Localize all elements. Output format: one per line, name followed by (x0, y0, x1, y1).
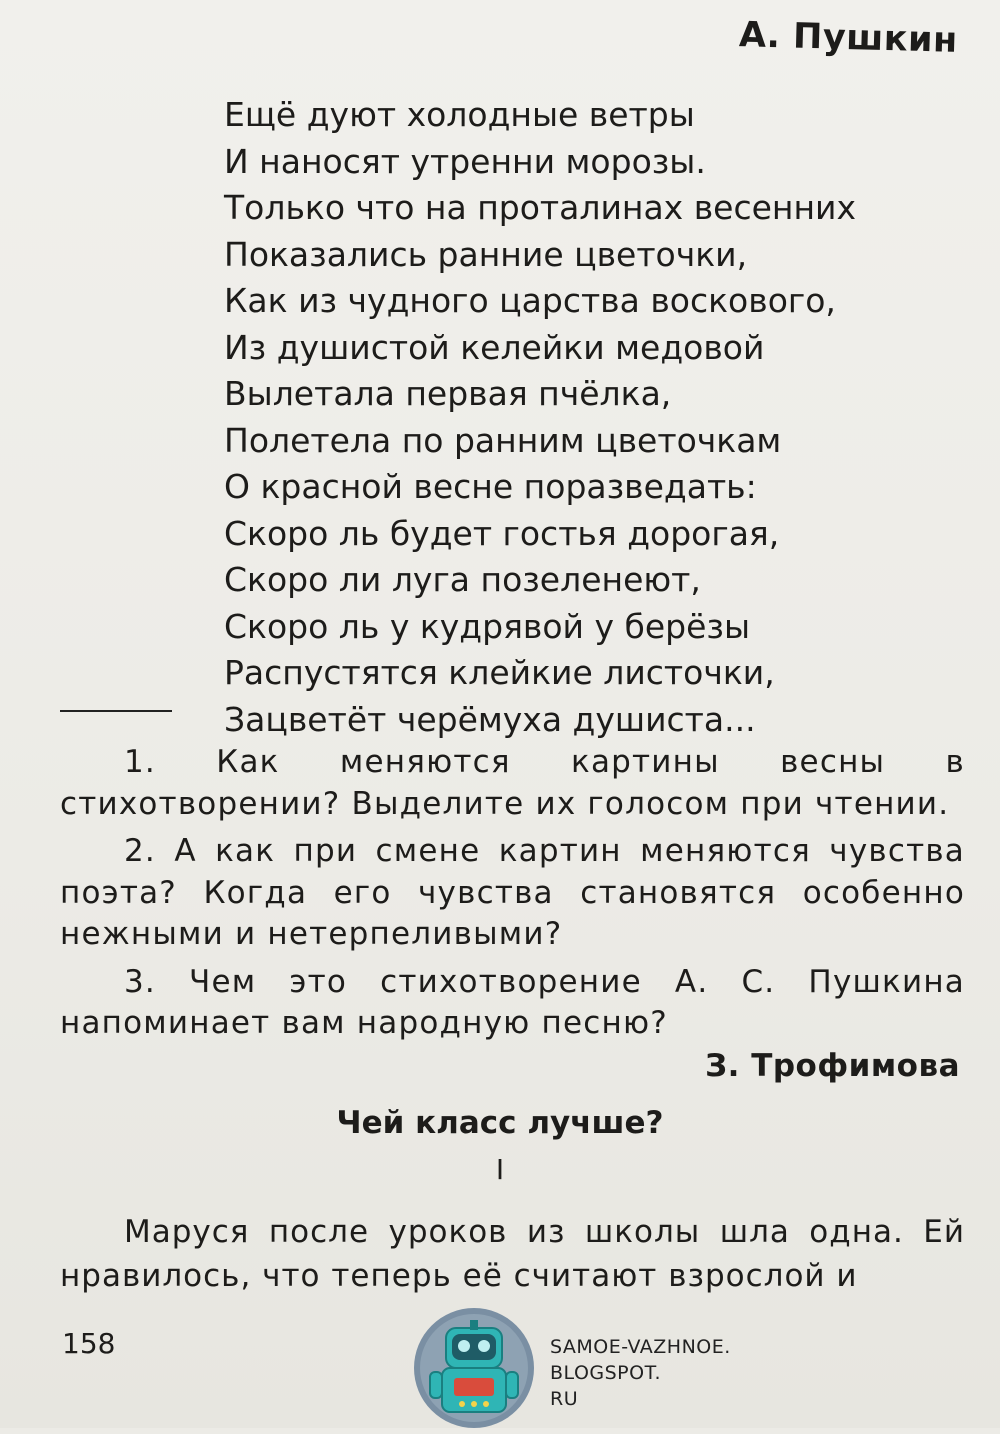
story-paragraph: Маруся после уроков из школы шла одна. Ей нравилось, что теперь её считают взрослой и (60, 1214, 965, 1294)
section-divider (60, 710, 172, 712)
watermark-line: BLOGSPOT. (550, 1362, 661, 1384)
watermark-line: SAMOE-VAZHNOE. (550, 1336, 731, 1358)
poem-line: Ещё дуют холодные ветры (224, 95, 695, 134)
poem (224, 92, 964, 743)
story-author: З. Трофимова (705, 1048, 960, 1084)
poem-author: А. Пушкин (738, 15, 959, 61)
poem-line: Как из чудного царства воскового, (224, 281, 836, 320)
poem-line: Распустятся клейкие листочки, (224, 653, 775, 692)
poem-line: Из душистой келейки медовой (224, 327, 765, 367)
poem-line: Скоро ль будет гостья дорогая, (224, 513, 780, 553)
poem-line: Только что на проталинах весенних (224, 188, 857, 227)
poem-line: Показались ранние цветочки, (224, 234, 748, 274)
question-item: 2. А как при смене картин меняются чувства поэта? Когда его чувства становятся особенно нежными и нетерпеливыми? (60, 833, 965, 952)
poem-line: Полетела по ранним цветочкам (224, 420, 782, 460)
poem-line: Вылетала первая пчёлка, (224, 374, 672, 413)
watermark-text (550, 1334, 731, 1412)
question-item: 1. Как меняются картины весны в стихотворении? Выделите их голосом при чтении. (60, 744, 965, 822)
questions (60, 742, 965, 1051)
robot-icon (412, 1306, 536, 1430)
page-number: 158 (62, 1327, 116, 1360)
story-title: Чей класс лучше? (336, 1105, 664, 1141)
poem-line: Скоро ль у кудрявой у берёзы (224, 606, 751, 646)
poem-line: Зацветёт черёмуха душиста... (224, 699, 756, 739)
watermark-line: RU (550, 1388, 579, 1410)
question-item: 3. Чем это стихотворение А. С. Пушкина напоминает вам народную песню? (60, 963, 965, 1041)
poem-line: Скоро ли луга позеленеют, (224, 560, 701, 599)
chapter-number: I (495, 1153, 505, 1186)
poem-line: И наносят утренни морозы. (224, 141, 706, 181)
poem-line: О красной весне поразведать: (224, 467, 757, 506)
